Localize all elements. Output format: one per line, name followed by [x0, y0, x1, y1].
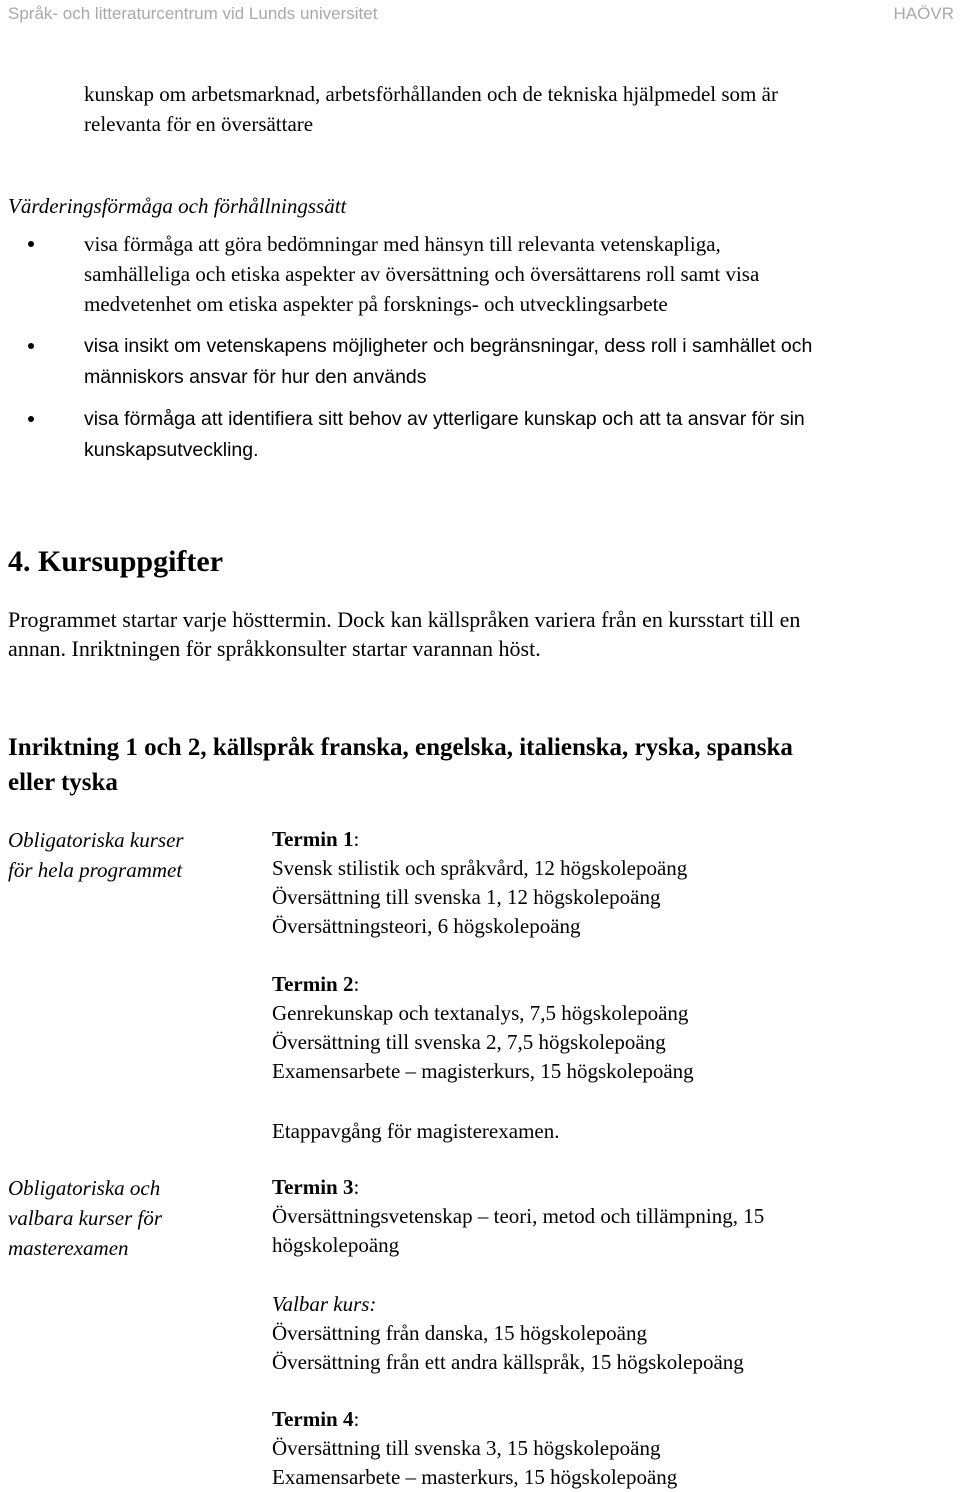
master-courses-label	[8, 1173, 162, 1263]
term-2-block	[272, 970, 694, 1086]
bullet-line: kunskapsutveckling.	[84, 439, 259, 461]
elective-block	[272, 1290, 744, 1377]
section-line: Programmet startar varje hösttermin. Dock kan källspråken variera från en kursstart till en	[8, 607, 801, 632]
bullet-line: medvetenhet om etiska aspekter på forsknings- och utvecklingsarbete	[84, 292, 668, 316]
course-item: Översättning till svenska 1, 12 högskolepoäng	[272, 885, 661, 909]
values-heading: Värderingsförmåga och förhållningssätt	[8, 194, 347, 218]
track-heading	[8, 730, 793, 800]
page-header	[0, 0, 960, 30]
elective-label: Valbar kurs:	[272, 1292, 377, 1316]
bullet-text	[84, 404, 805, 466]
mandatory-courses-label	[8, 825, 184, 885]
term-4-block	[272, 1405, 677, 1492]
term-1-label: Termin 1	[272, 827, 354, 851]
term-3-heading: Termin 3:	[272, 1175, 360, 1199]
term-4-heading: Termin 4:	[272, 1407, 360, 1431]
header-code: HAÖVR	[893, 4, 954, 23]
term-2-heading: Termin 2:	[272, 972, 360, 996]
term-4-label: Termin 4	[272, 1407, 354, 1431]
course-item: Översättning till svenska 2, 7,5 högskolepoäng	[272, 1030, 666, 1054]
bullet-dot	[28, 416, 34, 422]
label-line: valbara kurser för	[8, 1206, 162, 1230]
term-1-block	[272, 825, 687, 941]
section-title: 4. Kursuppgifter	[8, 545, 224, 578]
label-line: Obligatoriska kurser	[8, 828, 184, 852]
course-item: Genrekunskap och textanalys, 7,5 högskolepoäng	[272, 1001, 689, 1025]
track-heading-line: eller tyska	[8, 769, 118, 796]
section-paragraph	[8, 605, 800, 663]
bullet-line: visa insikt om vetenskapens möjligheter och begränsningar, dess roll i samhället och	[84, 335, 813, 357]
track-heading-line: Inriktning 1 och 2, källspråk franska, engelska, italienska, ryska, spanska	[8, 734, 793, 761]
bullet-line: samhälleliga och etiska aspekter av översättning och översättarens roll samt visa	[84, 262, 760, 286]
course-item: Examensarbete – magisterkurs, 15 högskolepoäng	[272, 1059, 694, 1083]
course-item: Svensk stilistik och språkvård, 12 högskolepoäng	[272, 856, 688, 880]
header-institution: Språk- och litteraturcentrum vid Lunds universitet	[8, 4, 378, 23]
bullet-line: människors ansvar för hur den används	[84, 366, 427, 388]
section-line: annan. Inriktningen för språkkonsulter startar varannan höst.	[8, 636, 541, 661]
course-item: Examensarbete – masterkurs, 15 högskolepoäng	[272, 1465, 678, 1489]
course-item: Översättningsvetenskap – teori, metod och tillämpning, 15	[272, 1204, 765, 1228]
term-2-label: Termin 2	[272, 972, 354, 996]
course-item: Översättning från ett andra källspråk, 15 högskolepoäng	[272, 1350, 744, 1374]
bullet-line: visa förmåga att göra bedömningar med hänsyn till relevanta vetenskapliga,	[84, 232, 721, 256]
course-item: Översättningsteori, 6 högskolepoäng	[272, 914, 581, 938]
label-line: masterexamen	[8, 1236, 129, 1260]
term-3-block	[272, 1173, 764, 1260]
course-item: Översättning från danska, 15 högskolepoäng	[272, 1321, 647, 1345]
bullet-text	[84, 229, 759, 319]
intro-paragraph	[84, 79, 778, 139]
bullet-dot	[28, 241, 34, 247]
course-item: Översättning till svenska 3, 15 högskolepoäng	[272, 1436, 661, 1460]
term-3-label: Termin 3	[272, 1175, 354, 1199]
course-item: högskolepoäng	[272, 1233, 400, 1257]
exit-note: Etappavgång för magisterexamen.	[272, 1119, 560, 1143]
bullet-dot	[28, 343, 34, 349]
bullet-text	[84, 331, 812, 393]
intro-line: kunskap om arbetsmarknad, arbetsförhållanden och de tekniska hjälpmedel som är	[84, 82, 778, 106]
label-line: Obligatoriska och	[8, 1176, 161, 1200]
bullet-line: visa förmåga att identifiera sitt behov av ytterligare kunskap och att ta ansvar för sin	[84, 408, 805, 430]
label-line: för hela programmet	[8, 858, 183, 882]
term-1-heading: Termin 1:	[272, 827, 360, 851]
intro-line: relevanta för en översättare	[84, 112, 314, 136]
